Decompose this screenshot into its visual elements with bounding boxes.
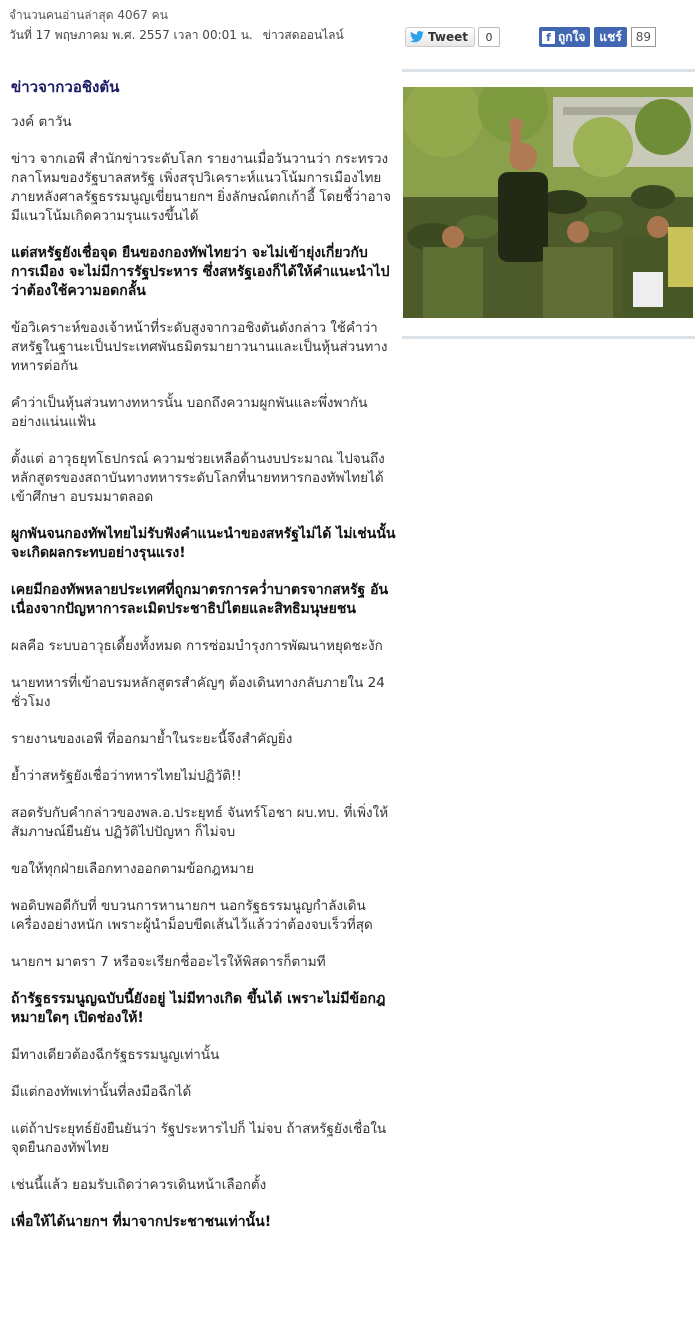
article-paragraphs	[11, 150, 397, 1232]
facebook-like-button[interactable]	[539, 27, 590, 47]
article-paragraph: สอดรับกับคำกล่าวของพล.อ.ประยุทธ์ จันทร์โอชา ผบ.ทบ. ที่เพิ่งให้สัมภาษณ์ยืนยัน ปฏิวัติไปปัญหา ก็ไม่จบ	[11, 805, 389, 840]
article-paragraph: คำว่าเป็นหุ้นส่วนทางทหารนั้น บอกถึงความผูกพันและพึ่งพากันอย่างแน่นแฟ้น	[11, 395, 368, 430]
article-paragraph: เคยมีกองทัพหลายประเทศที่ถูกมาตรการคว่ำบาตรจากสหรัฐ อันเนื่องจากปัญหาการละเมิดประชาธิปไตยและสิทธิมนุษยชน	[11, 582, 389, 617]
article-photo[interactable]	[403, 87, 693, 318]
facebook-icon: f	[542, 31, 555, 44]
facebook-share-button[interactable]	[594, 27, 626, 47]
article-paragraph: เพื่อให้ได้นายกฯ ที่มาจากประชาชนเท่านั้น!	[11, 1214, 272, 1230]
share-count: 89	[631, 27, 656, 47]
reader-count: จำนวนคนอ่านล่าสุด 4067 คน	[9, 8, 168, 22]
article-paragraph: แต่สหรัฐยังเชื่อจุด ยืนของกองทัพไทยว่า จะไม่เข้ายุ่งเกี่ยวกับการเมือง จะไม่มีการรัฐประหาร ซึ่งสหรัฐเองก็ได้ให้คำแนะนำไปว่าต้องใช้ความอดกลั้น	[11, 245, 390, 299]
tweet-label: Tweet	[428, 30, 468, 44]
social-bar	[405, 26, 656, 48]
publish-date: วันที่ 17 พฤษภาคม พ.ศ. 2557 เวลา 00:01 น.	[9, 28, 253, 42]
article-body	[11, 78, 397, 1250]
article-meta	[9, 5, 344, 45]
article-paragraph: นายกฯ มาตรา 7 หรือจะเรียกชื่ออะไรให้พิสดารก็ตามที	[11, 954, 326, 970]
article-author: วงค์ ตาวัน	[11, 114, 72, 130]
article-paragraph: มีแต่กองทัพเท่านั้นที่ลงมือฉีกได้	[11, 1084, 192, 1100]
article-paragraph: ย้ำว่าสหรัฐยังเชื่อว่าทหารไทยไม่ปฏิวัติ!!	[11, 768, 242, 784]
article-paragraph: มีทางเดียวต้องฉีกรัฐธรรมนูญเท่านั้น	[11, 1047, 220, 1063]
article-headline: ข่าวจากวอชิงตัน	[11, 78, 120, 96]
publish-info	[9, 25, 344, 45]
news-source: ข่าวสดออนไลน์	[262, 28, 344, 42]
twitter-bird-icon	[410, 31, 424, 43]
article-paragraph: เช่นนี้แล้ว ยอมรับเถิดว่าควรเดินหน้าเลือกตั้ง	[11, 1177, 267, 1193]
share-label: แชร์	[599, 29, 622, 44]
divider-top	[402, 69, 695, 72]
tweet-button[interactable]	[405, 27, 475, 47]
article-paragraph: ผูกพันจนกองทัพไทยไม่รับฟังคำแนะนำของสหรัฐไม่ได้ ไม่เช่นนั้นจะเกิดผลกระทบอย่างรุนแรง!	[11, 526, 396, 561]
article-paragraph: ขอให้ทุกฝ่ายเลือกทางออกตามข้อกฎหมาย	[11, 861, 255, 877]
article-paragraph: นายทหารที่เข้าอบรมหลักสูตรสำคัญๆ ต้องเดินทางกลับภายใน 24 ชั่วโมง	[11, 675, 385, 710]
article-paragraph: ผลคือ ระบบอาวุธเดี้ยงทั้งหมด การซ่อมบำรุงการพัฒนาหยุดชะงัก	[11, 638, 383, 654]
tweet-count: 0	[478, 27, 500, 47]
like-label: ถูกใจ	[557, 29, 586, 44]
article-paragraph: แต่ถ้าประยุทธ์ยังยืนยันว่า รัฐประหารไปก็ ไม่จบ ถ้าสหรัฐยังเชื่อในจุดยืนกองทัพไทย	[11, 1121, 387, 1156]
article-paragraph: ตั้งแต่ อาวุธยุทโธปกรณ์ ความช่วยเหลือด้านงบประมาณ ไปจนถึงหลักสูตรของสถาบันทางทหารระดับโลกที่นายทหารกองทัพไทยได้เข้าศึกษา อบรมมาตลอด	[11, 451, 385, 505]
article-paragraph: รายงานของเอพี ที่ออกมาย้ำในระยะนี้จึงสำคัญยิ่ง	[11, 731, 293, 747]
article-paragraph: พอดิบพอดีกับที่ ขบวนการหานายกฯ นอกรัฐธรรมนูญกำลังเดินเครื่องอย่างหนัก เพราะผู้นำม็อบขีดเส้นไว้แล้วว่าต้องจบเร็วที่สุด	[11, 898, 373, 933]
soldiers-photo-icon	[403, 87, 693, 318]
article-paragraph: ข้อวิเคราะห์ของเจ้าหน้าที่ระดับสูงจากวอชิงตันดังกล่าว ใช้คำว่า สหรัฐในฐานะเป็นประเทศพันธมิตรมายาวนานและเป็นหุ้นส่วนทางทหารต่อกัน	[11, 320, 388, 374]
divider-bottom	[402, 336, 695, 339]
article-paragraph: ถ้ารัฐธรรมนูญฉบับนี้ยังอยู่ ไม่มีทางเกิด ขึ้นได้ เพราะไม่มีข้อกฎหมายใดๆ เปิดช่องให้!	[11, 991, 386, 1026]
article-paragraph: ข่าว จากเอพี สำนักข่าวระดับโลก รายงานเมื่อวันวานว่า กระทรวงกลาโหมของรัฐบาลสหรัฐ เพิ่งสรุปวิเคราะห์แนวโน้มการเมืองไทย ภายหลังศาลรัฐธรรมนูญเขี่ยนายกฯ ยิ่งลักษณ์ตกเก้าอี้ โดยชี้ว่าอาจมีแนวโน้มเกิดความรุนแรงขึ้นได้	[11, 151, 392, 224]
